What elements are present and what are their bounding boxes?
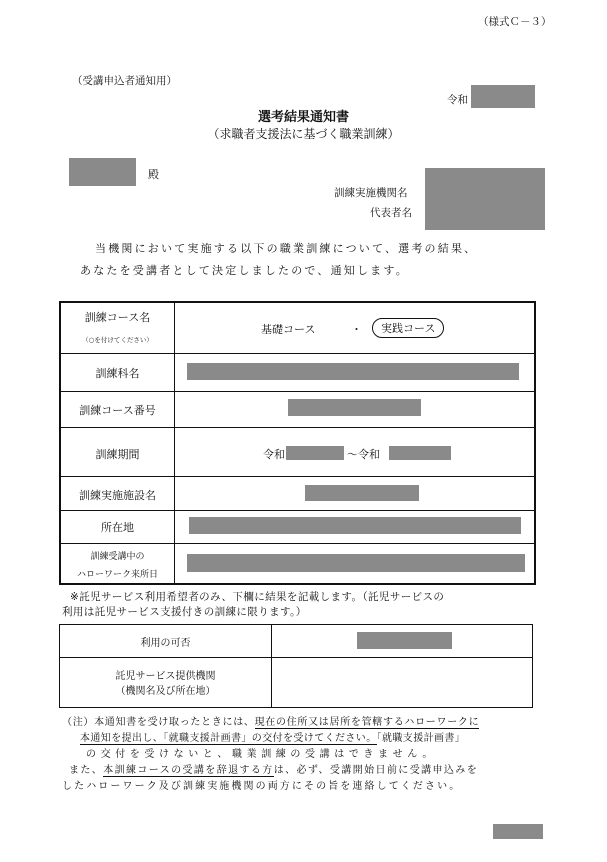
footnote-line-2: 本通知を提出し、「就職支援計画書」の交付を受けてください。「就職支援計画書」	[80, 733, 466, 744]
course-table	[59, 301, 536, 585]
form-code: （様式Ｃ－３）	[478, 16, 552, 28]
recipient-use: （受講申込者通知用）	[72, 75, 177, 87]
institution-label: 訓練実施機関名	[334, 187, 408, 199]
recipient-name-redaction	[69, 158, 136, 186]
childcare-note-2: 利用は託児サービス支援付きの訓練に限ります。）	[62, 606, 307, 618]
option-basic[interactable]: 基礎コース	[261, 323, 316, 336]
subject-label: 訓練科名	[95, 367, 140, 380]
childcare-table	[59, 624, 533, 708]
subject-redaction	[187, 363, 519, 380]
course-name-hint: （○を付けてください）	[82, 336, 153, 344]
period-separator: ～令和	[347, 448, 380, 461]
footnote-line-4: また、本訓練コースの受講を辞退する方は、必ず、受講開始日前に受講申込みを	[69, 765, 479, 776]
period-label: 訓練期間	[95, 448, 140, 461]
era-prefix: 令和	[447, 94, 468, 106]
footnote-line-3: の交付を受けないと、職業訓練の受講はできません。	[86, 749, 437, 760]
option-practical-circled[interactable]: 実践コース	[372, 318, 444, 338]
course-number-label: 訓練コース番号	[79, 404, 156, 417]
hw-label-2: ハローワーク来所日	[76, 570, 158, 580]
document-subtitle: （求職者支援法に基づく職業訓練）	[207, 127, 400, 141]
option-separator: ・	[351, 323, 362, 336]
hw-date-redaction	[187, 554, 525, 572]
availability-label: 利用の可否	[140, 638, 191, 649]
facility-label: 訓練実施施設名	[79, 489, 156, 502]
document-title: 選考結果通知書	[257, 110, 349, 125]
provider-label-2: （機関名及び所在地）	[115, 686, 216, 697]
institution-redaction	[425, 168, 545, 230]
availability-redaction	[357, 632, 452, 649]
hw-label-1: 訓練受講中の	[90, 552, 145, 562]
footer-redaction	[493, 824, 543, 839]
provider-label-1: 託児サービス提供機関	[115, 671, 216, 682]
period-end-redaction	[389, 446, 451, 460]
course-number-redaction	[288, 399, 421, 416]
course-name-label: 訓練コース名	[84, 311, 151, 324]
intro-line-2: あなたを受講者として決定しましたので、通知します。	[80, 264, 409, 277]
footnote-line-5: したハローワーク及び訓練実施機関の両方にその旨を連絡してください。	[62, 781, 462, 792]
intro-line-1: 当機関において実施する以下の職業訓練について、選考の結果、	[95, 242, 478, 255]
address-redaction	[189, 517, 521, 534]
address-label: 所在地	[101, 521, 134, 534]
childcare-note-1: ※託児サービス利用希望者のみ、下欄に結果を記載します。（託児サービスの	[70, 591, 445, 603]
period-start-redaction	[286, 446, 344, 460]
facility-redaction	[305, 485, 419, 501]
representative-label: 代表者名	[370, 207, 412, 219]
period-start-prefix: 令和	[263, 448, 285, 461]
footnote-line-1: （注）本通知書を受け取ったときには、現在の住所又は居所を管轄するハローワークに	[62, 717, 480, 728]
date-redaction	[471, 85, 535, 108]
honorific: 殿	[148, 168, 159, 181]
